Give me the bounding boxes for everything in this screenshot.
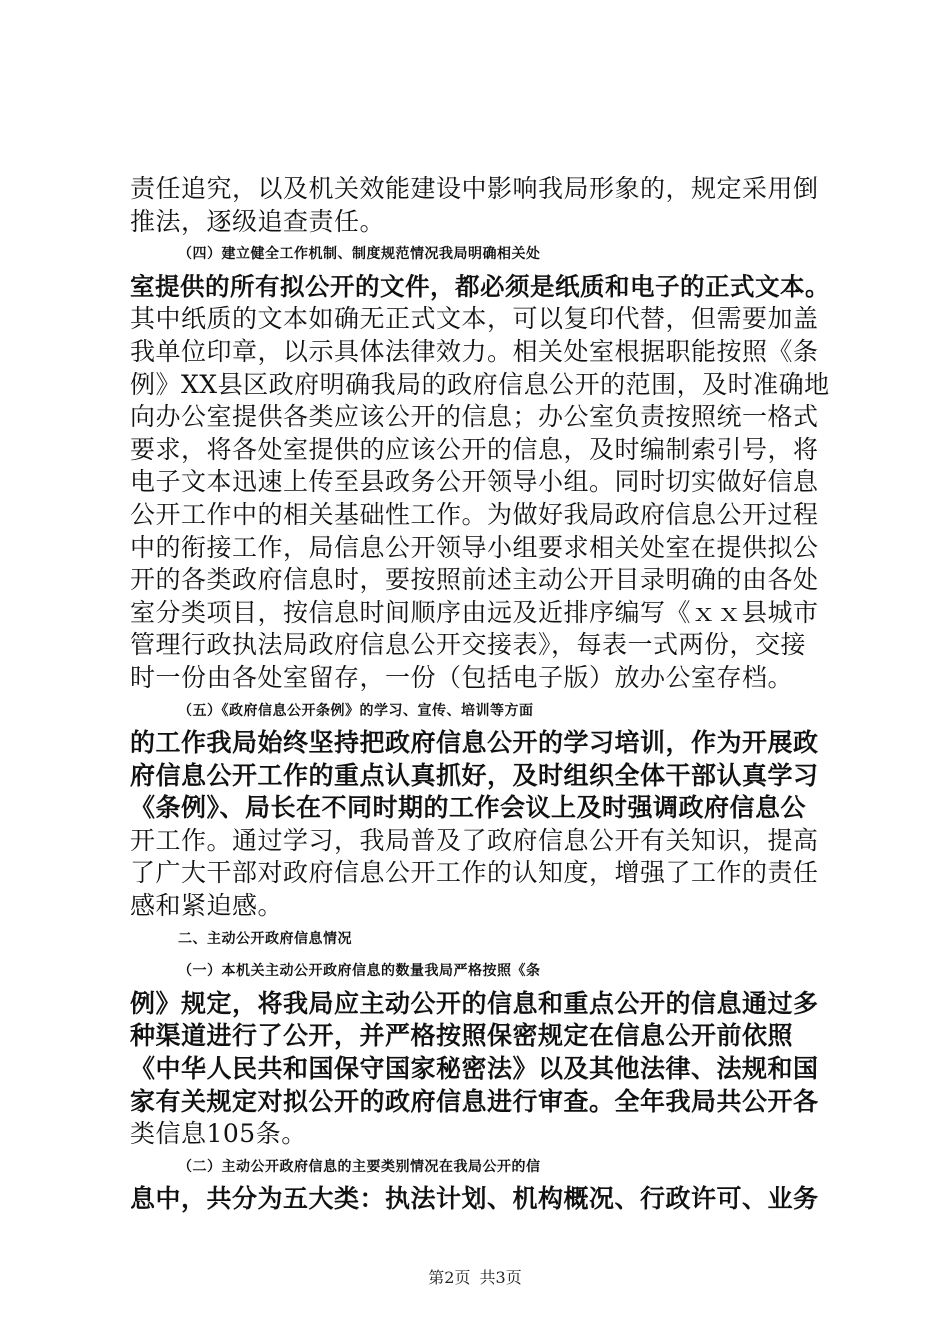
text-line: 府信息公开工作的重点认真抓好，及时组织全体干部认真学习 xyxy=(130,760,819,790)
text-line: 《中华人民共和国保守国家秘密法》以及其他法律、法规和国 xyxy=(130,1054,819,1084)
document-body xyxy=(130,173,835,1216)
text-line: 家有关规定对拟公开的政府信息进行审查。全年我局共公开各 xyxy=(130,1086,819,1116)
text-line: 例》规定，将我局应主动公开的信息和重点公开的信息通过多 xyxy=(130,988,819,1018)
text-line: 其中纸质的文本如确无正式文本，可以复印代替，但需要加盖 xyxy=(130,304,819,334)
text-line: 的工作我局始终坚持把政府信息公开的学习培训，作为开展政 xyxy=(130,728,819,758)
text-line: 室分类项目，按信息时间顺序由远及近排序编写《ｘｘ县城市 xyxy=(130,597,819,627)
page-total: 共3页 xyxy=(479,1268,522,1287)
text-line: （四）建立健全工作机制、制度规范情况我局明确相关处 xyxy=(178,246,541,263)
text-line: 感和紧迫感。 xyxy=(130,891,284,921)
text-line: 二、主动公开政府信息情况 xyxy=(178,930,352,947)
page-number: 第2页 xyxy=(428,1268,471,1287)
text-line: 管理行政执法局政府信息公开交接表》，每表一式两份，交接 xyxy=(130,630,807,660)
page-footer xyxy=(0,1265,950,1288)
text-line: 我单位印章，以示具体法律效力。相关处室根据职能按照《条 xyxy=(130,336,819,366)
text-line: （二）主动公开政府信息的主要类别情况在我局公开的信 xyxy=(178,1158,541,1175)
text-line: 类信息105条。 xyxy=(130,1119,307,1149)
text-line: 《条例》、局长在不同时期的工作会议上及时强调政府信息公 xyxy=(130,793,807,823)
text-line: 开工作。通过学习，我局普及了政府信息公开有关知识，提高 xyxy=(130,825,819,855)
text-line: 向办公室提供各类应该公开的信息；办公室负责按照统一格式 xyxy=(130,402,819,432)
text-line: 电子文本迅速上传至县政务公开领导小组。同时切实做好信息 xyxy=(130,467,819,497)
text-line: 种渠道进行了公开，并严格按照保密规定在信息公开前依照 xyxy=(130,1021,794,1051)
text-line: 时一份由各处室留存，一份（包括电子版）放办公室存档。 xyxy=(130,662,794,692)
text-line: 公开工作中的相关基础性工作。为做好我局政府信息公开过程 xyxy=(130,499,819,529)
text-line: 息中，共分为五大类：执法计划、机构概况、行政许可、业务 xyxy=(130,1184,819,1214)
text-line: 推法，逐级追查责任。 xyxy=(130,206,386,236)
text-line: 开的各类政府信息时，要按照前述主动公开目录明确的由各处 xyxy=(130,565,819,595)
text-line: 要求，将各处室提供的应该公开的信息，及时编制索引号，将 xyxy=(130,434,819,464)
text-line: 例》XX县区政府明确我局的政府信息公开的范围，及时准确地 xyxy=(130,369,830,399)
text-line: 了广大干部对政府信息公开工作的认知度，增强了工作的责任 xyxy=(130,858,819,888)
text-line: 中的衔接工作，局信息公开领导小组要求相关处室在提供拟公 xyxy=(130,532,819,562)
text-line: 室提供的所有拟公开的文件，都必须是纸质和电子的正式文本。 xyxy=(130,271,830,301)
text-line: 责任追究，以及机关效能建设中影响我局形象的，规定采用倒 xyxy=(130,174,819,203)
text-line: （五）《政府信息公开条例》的学习、宣传、培训等方面 xyxy=(178,702,534,719)
text-line: （一）本机关主动公开政府信息的数量我局严格按照《条 xyxy=(178,963,541,980)
